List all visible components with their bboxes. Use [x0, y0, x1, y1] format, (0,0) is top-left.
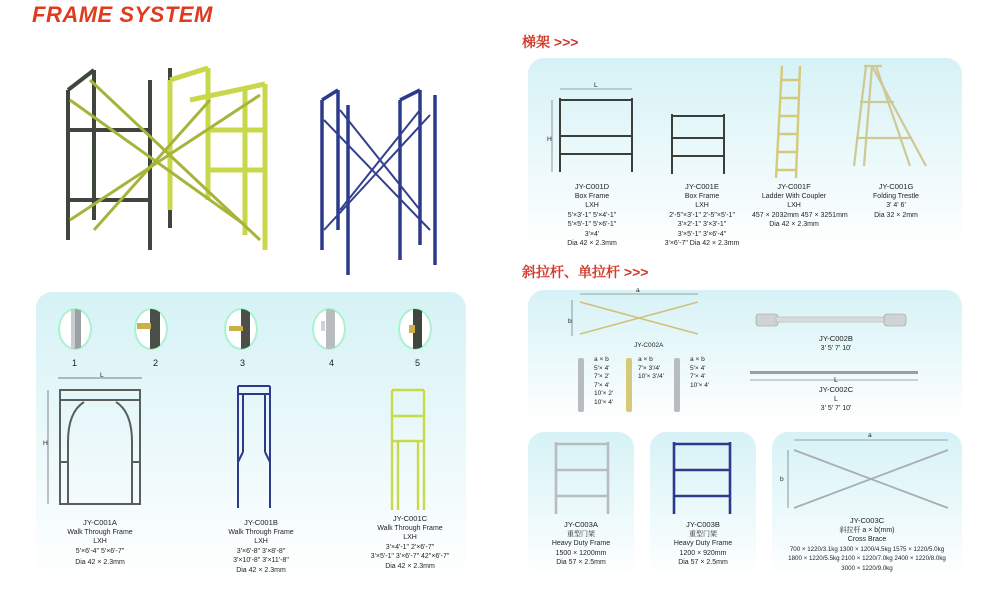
size-c001d-2: 5'×5'-1" 5'×6'-1"	[567, 221, 617, 228]
frame-c001c-drawing	[388, 386, 428, 514]
size-c003c-2: 1800 × 1220/5.5kg 2100 × 1220/7.0kg 2400 × 1220/8.0kg	[788, 555, 946, 562]
dim-l-c001d: L	[594, 82, 598, 89]
end-table-1-row-3: 7'× 4'	[594, 381, 610, 389]
end-table-1-head: a × b	[594, 356, 609, 363]
code-c002b: JY-C002B	[819, 334, 853, 343]
hero-frames-photo	[60, 60, 480, 280]
size-c001b-1: 3'×6'-8" 3'×8'-8"	[236, 547, 286, 555]
box-frame-c001e-drawing	[668, 112, 728, 176]
caption-c003a	[536, 520, 626, 568]
brace-end-rods	[572, 356, 692, 416]
coupler-image-2	[134, 308, 168, 350]
caption-c001d	[552, 182, 632, 249]
caption-c001c	[360, 514, 460, 571]
box-frame-c001d-drawing	[548, 86, 638, 176]
caption-c002c-code	[796, 385, 876, 414]
brand-c001a: LXH	[93, 538, 107, 545]
name-c003c: Cross Brace	[847, 536, 887, 543]
coupler-image-4	[312, 308, 346, 350]
code-c001g: JY-C001G	[878, 182, 914, 191]
code-c001c: JY-C001C	[392, 514, 428, 523]
dia-c001f: Dia 42 × 2.3mm	[769, 221, 819, 228]
cross-brace-c003c-drawing	[784, 432, 954, 512]
dim-a-c003c: a	[868, 432, 872, 439]
size-c001c-2: 3'×5'-1" 3'×6'-7" 42"×6'-7"	[370, 553, 450, 560]
coupler-image-1	[58, 308, 92, 350]
dim-b-c003c: b	[780, 476, 784, 483]
code-c002c: JY-C002C	[818, 385, 854, 394]
caption-c003b	[658, 520, 748, 568]
code-c003a: JY-C003A	[564, 520, 598, 529]
brand-c001e: LXH	[695, 202, 709, 209]
caption-c001g	[858, 182, 934, 220]
size-c001f-1: 457 × 2032mm 457 × 3251mm	[752, 211, 848, 219]
size-c001e-2: 3'×2'-1" 3'×3'-1"	[677, 221, 727, 228]
end-table-1-row-2: 7'× 2'	[594, 373, 610, 381]
size-c001e-1: 2'-5"×3'-1" 2'-5"×5'-1"	[669, 211, 735, 219]
brand-c001c: LXH	[403, 534, 417, 541]
code-c001b: JY-C001B	[244, 518, 278, 527]
size-c001g-1: 3' 4' 6'	[886, 202, 906, 209]
coupler-number-5: 5	[415, 358, 421, 368]
coupler-image-3	[224, 308, 258, 350]
name-c003a: Heavy Duty Frame	[551, 540, 611, 547]
size-c003c-3: 3000 × 1220/9.0kg	[841, 564, 893, 572]
name-c001f: Ladder With Coupler	[761, 192, 827, 200]
name-c001d: Box Frame	[574, 192, 610, 200]
frame-c001a-drawing	[44, 372, 154, 512]
brace-section-heading: 斜拉杆、单拉杆 >>>	[522, 264, 649, 280]
coupler-number-3: 3	[240, 358, 246, 368]
name-cn-c003c: 斜拉杆 a × b(mm)	[839, 526, 895, 534]
dia-c001d: Dia 42 × 2.3mm	[567, 240, 617, 247]
caption-c001a	[60, 518, 140, 568]
size-c001e-3: 3'×5'-1" 3'×6'-4"	[677, 230, 727, 238]
dia-c001g: Dia 32 × 2mm	[874, 211, 918, 219]
dia-c001b: Dia 42 × 2.3mm	[236, 566, 286, 574]
coupler-number-1: 1	[72, 358, 78, 368]
l-c002c: L	[834, 395, 838, 403]
end-table-2-row-2: 10'× 3'/4'	[638, 373, 664, 381]
caption-c001b	[216, 518, 306, 575]
name-cn-c003b: 重型门架	[689, 530, 717, 538]
caption-c001e	[652, 182, 752, 249]
caption-c003c	[776, 516, 958, 573]
dim-l-c001a: L	[100, 372, 104, 379]
end-table-3	[690, 356, 709, 390]
ladder-c001f-drawing	[770, 62, 810, 182]
size-c001d-1: 5'×3'-1" 5'×4'-1"	[567, 211, 617, 219]
dim-h-c001d: H	[547, 136, 552, 143]
name-c001c: Walk Through Frame	[377, 524, 443, 532]
code-c003c: JY-C003C	[849, 516, 885, 525]
end-table-1-row-5: 10'× 4'	[594, 398, 614, 406]
heavy-frame-c003a-drawing	[552, 440, 612, 516]
brand-c001d: LXH	[585, 202, 599, 209]
size-c003b: 1200 × 920mm	[679, 549, 727, 557]
size-c001d-3: 3'×4'	[584, 230, 600, 238]
name-c001e: Box Frame	[684, 192, 720, 200]
end-table-1-row-1: 5'× 4'	[594, 364, 610, 372]
dim-l-c002c: L	[834, 377, 838, 384]
page-title: FRAME SYSTEM	[32, 2, 213, 27]
name-c001b: Walk Through Frame	[228, 528, 294, 536]
name-c001g: Folding Trestle	[873, 192, 919, 200]
end-table-3-row-1: 5'× 4'	[690, 364, 706, 372]
end-table-2-head: a × b	[638, 356, 653, 363]
code-c002a: JY-C002A	[634, 342, 664, 349]
dia-c003a: Dia 57 × 2.5mm	[556, 559, 606, 566]
caption-c001f	[752, 182, 848, 230]
caption-c002b	[796, 334, 876, 353]
code-c001f: JY-C001F	[777, 182, 811, 191]
code-c001a: JY-C001A	[83, 518, 117, 527]
ladder-section-heading: 梯架 >>>	[522, 34, 579, 50]
name-cn-c003a: 重型门架	[567, 530, 595, 538]
dia-c003b: Dia 57 × 2.5mm	[678, 559, 728, 566]
end-table-2	[638, 356, 664, 382]
sizes-c002b: 3' 5' 7' 10'	[820, 344, 852, 352]
brand-c001f: LXH	[787, 202, 801, 209]
coupler-number-4: 4	[329, 358, 335, 368]
frame-c001b-drawing	[234, 382, 274, 512]
end-table-3-row-3: 10'× 4'	[690, 381, 710, 389]
dim-a-c002a: a	[636, 287, 640, 294]
size-c001e-4: 3'×6'-7" Dia 42 × 2.3mm	[664, 240, 740, 247]
size-c001b-2: 3'×10'-8" 3'×11'-8"	[233, 557, 289, 564]
end-table-3-row-2: 7'× 4'	[690, 373, 706, 381]
end-table-3-head: a × b	[690, 356, 705, 363]
dia-c001c: Dia 42 × 2.3mm	[385, 562, 435, 570]
name-c001a: Walk Through Frame	[67, 528, 133, 536]
code-c001d: JY-C001D	[574, 182, 610, 191]
code-c003b: JY-C003B	[686, 520, 720, 529]
dim-h-c001a: H	[43, 440, 48, 447]
size-c001a-1: 5'×6'-4" 5'×6'-7"	[75, 547, 125, 555]
dia-c001a: Dia 42 × 2.3mm	[75, 559, 125, 566]
brand-c001b: LXH	[254, 538, 268, 545]
coupler-number-2: 2	[153, 358, 159, 368]
name-c003b: Heavy Duty Frame	[673, 540, 733, 547]
size-c003a: 1500 × 1200mm	[555, 549, 607, 557]
code-c001e: JY-C001E	[685, 182, 719, 191]
trestle-c001g-drawing	[850, 62, 930, 172]
brace-c002b-drawing	[756, 310, 906, 328]
end-table-2-row-1: 7'× 3'/4'	[638, 364, 661, 372]
sizes-c002c: 3' 5' 7' 10'	[820, 405, 852, 412]
heavy-frame-c003b-drawing	[670, 440, 734, 516]
end-table-1	[594, 356, 613, 408]
end-table-1-row-4: 10'× 2'	[594, 390, 614, 398]
size-c001c-1: 3'×4'-1" 2'×6'-7"	[385, 543, 435, 551]
dim-b-c002a: b	[568, 318, 572, 325]
size-c003c-1: 700 × 1220/3.1kg 1300 × 1200/4.5kg 1575 × 1220/5.0kg	[789, 545, 945, 553]
coupler-image-5	[398, 308, 432, 350]
